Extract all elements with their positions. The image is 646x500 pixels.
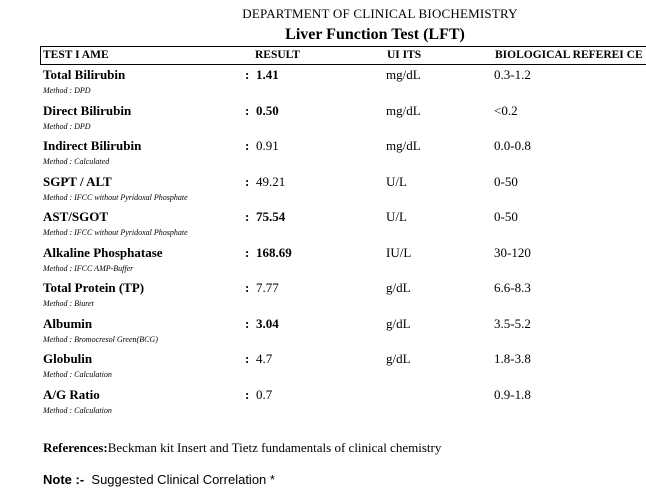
test-result: 3.04 — [256, 315, 279, 331]
test-reference: 0.9-1.8 — [494, 386, 531, 402]
result-colon: : — [245, 386, 250, 402]
test-method: Method : IFCC without Pyridoxal Phosphate — [43, 228, 188, 237]
test-name: A/G Ratio — [43, 386, 100, 402]
test-name: SGPT / ALT — [43, 173, 112, 189]
result-colon: : — [245, 138, 250, 153]
table-row — [0, 387, 646, 422]
result-colon: : — [245, 173, 250, 189]
test-method: Method : Bromocresol Green(BCG) — [43, 334, 158, 344]
test-reference: 0.3-1.2 — [494, 67, 531, 82]
test-name: Indirect Bilirubin — [43, 138, 142, 153]
result-colon: : — [245, 102, 250, 118]
department-heading: DEPARTMENT OF CLINICAL BIOCHEMISTRY — [242, 6, 518, 21]
table-row — [0, 316, 646, 351]
table-row — [0, 280, 646, 315]
test-result: 4.7 — [256, 351, 273, 366]
test-unit: U/L — [386, 173, 407, 189]
test-reference: 0-50 — [494, 173, 518, 189]
result-colon: : — [245, 209, 250, 224]
table-row — [0, 174, 646, 209]
table-row — [0, 209, 646, 244]
header-result: RESULT — [255, 49, 300, 61]
test-reference: 30-120 — [494, 244, 531, 260]
test-method: Method : IFCC without Pyridoxal Phosphate — [43, 192, 188, 202]
test-name: AST/SGOT — [43, 209, 109, 224]
result-colon: : — [245, 244, 250, 260]
references-label: References: — [43, 440, 108, 455]
test-name: Globulin — [43, 351, 93, 366]
test-reference: 6.6-8.3 — [494, 280, 531, 295]
table-row — [0, 245, 646, 280]
test-reference: 0-50 — [494, 209, 518, 224]
test-result: 75.54 — [256, 209, 286, 224]
header-units: UI ITS — [387, 49, 422, 61]
test-reference: 1.8-3.8 — [494, 351, 531, 366]
test-method: Method : Calculated — [43, 157, 110, 166]
test-method: Method : IFCC AMP-Buffer — [43, 263, 134, 273]
test-name: Total Protein (TP) — [43, 280, 145, 295]
test-reference: 3.5-5.2 — [494, 315, 531, 331]
header-reference: BIOLOGICAL REFEREI CE — [495, 49, 643, 61]
test-reference: 0.0-0.8 — [494, 138, 531, 153]
test-method: Method : Biuret — [43, 299, 94, 308]
test-method: Method : Calculation — [43, 370, 112, 379]
result-colon: : — [245, 315, 250, 331]
table-row — [0, 351, 646, 386]
table-row — [0, 138, 646, 173]
test-result: 0.91 — [256, 138, 279, 153]
table-row — [0, 67, 646, 102]
test-result: 1.41 — [256, 67, 279, 82]
note-label: Note :- — [43, 472, 85, 487]
note-line — [43, 472, 275, 487]
table-header — [40, 46, 646, 65]
test-unit: U/L — [386, 209, 407, 224]
test-result: 0.50 — [256, 102, 279, 118]
references-line — [43, 440, 441, 456]
test-method: Method : Calculation — [43, 405, 112, 415]
report-title: Liver Function Test (LFT) — [285, 26, 465, 43]
test-result: 168.69 — [256, 244, 292, 260]
test-name: Alkaline Phosphatase — [43, 244, 163, 260]
test-unit: g/dL — [386, 280, 411, 295]
test-unit: mg/dL — [386, 138, 421, 153]
test-result: 49.21 — [256, 173, 286, 189]
test-method: Method : DPD — [43, 86, 91, 95]
test-reference: <0.2 — [494, 102, 518, 118]
test-unit: mg/dL — [386, 67, 421, 82]
test-unit: mg/dL — [386, 102, 421, 118]
test-unit: g/dL — [386, 315, 411, 331]
test-name: Albumin — [43, 315, 93, 331]
test-name: Total Bilirubin — [43, 67, 126, 82]
table-row — [0, 103, 646, 138]
test-method: Method : DPD — [43, 121, 91, 131]
references-text: Beckman kit Insert and Tietz fundamentals of clinical chemistry — [107, 440, 442, 455]
test-name: Direct Bilirubin — [43, 102, 132, 118]
result-colon: : — [245, 67, 250, 82]
note-text: Suggested Clinical Correlation * — [91, 472, 275, 487]
result-colon: : — [245, 351, 250, 366]
test-unit: IU/L — [386, 244, 412, 260]
result-colon: : — [245, 280, 250, 295]
test-result: 0.7 — [256, 386, 273, 402]
test-unit: g/dL — [386, 351, 411, 366]
header-test-name: TEST I AME — [43, 49, 109, 61]
test-result: 7.77 — [256, 280, 279, 295]
